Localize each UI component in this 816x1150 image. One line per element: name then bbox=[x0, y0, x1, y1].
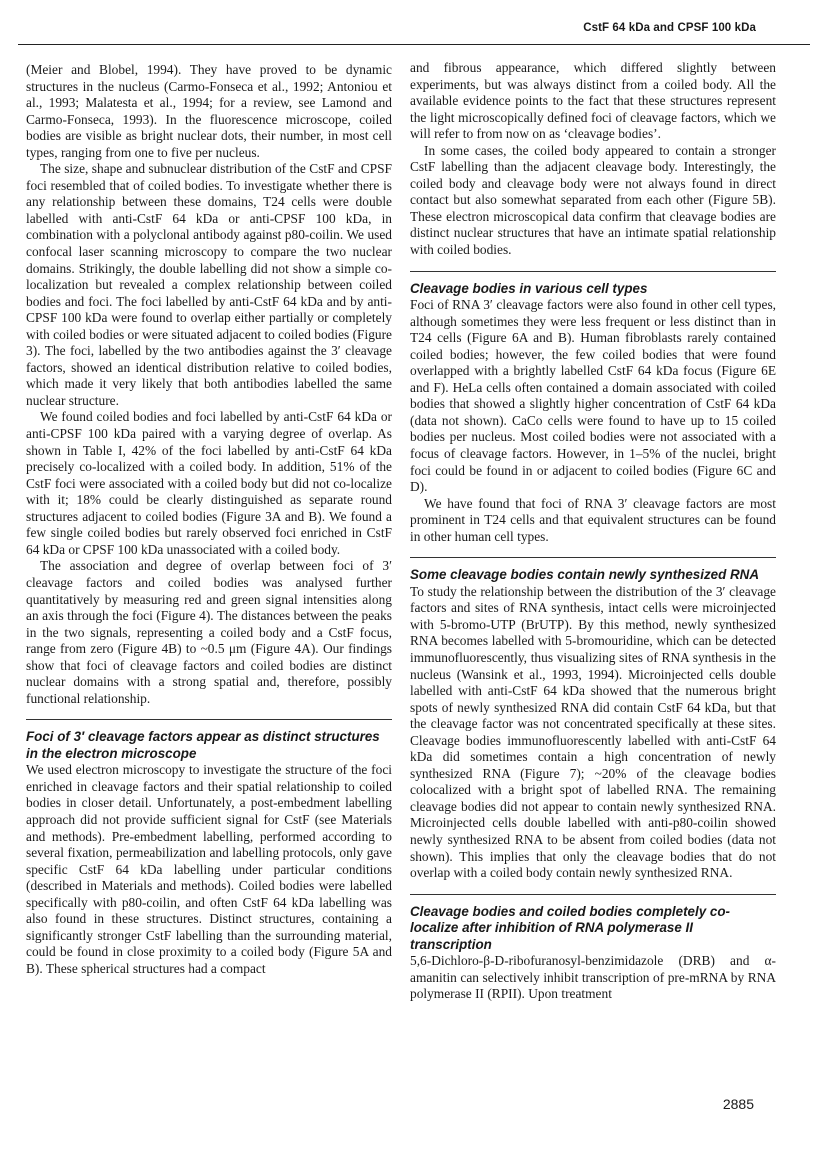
left-paragraph-4: The association and degree of overlap between foci of 3′ cleavage factors and coiled bodies was analysed further quantitatively by measuring red and green signal intensities along an axis through the foci (Figure 4). The distances between the peaks in the two signals, representing a coiled body and a CstF focus, range from zero (Figure 4B) to ~0.5 μm (Figure 4A). Our findings show that foci of cleavage factors and coiled bodies are distinct nuclear domains with a strong spatial and, therefore, possibly functional relationship. bbox=[26, 558, 392, 706]
right-paragraph-3: Foci of RNA 3′ cleavage factors were also found in other cell types, although sometimes they were less frequent or less distinct than in T24 cells (Figure 6A and B). Human fibroblasts rarely contained coiled bodies; however, the few coiled bodies that were found overlapped with a brightly labelled CstF 64 kDa focus (Figure 6E and F). HeLa cells often contained a domain associated with coiled bodies that showed a slightly higher concentration of CstF 64 kDa (data not shown). CaCo cells were found to have up to 15 coiled bodies per nucleus. Most coiled bodies were not associated with a focus of cleavage factors. However, in 1–5% of the nuclei, bright foci could be found in or adjacent to coiled bodies (Figure 6C and D). bbox=[410, 297, 776, 495]
right-paragraph-1: and fibrous appearance, which differed slightly between experiments, but was always distinct from a coiled body. All the available evidence points to the fact that these structures represent the light microscopically defined foci of cleavage factors, which we will refer to from now on as ‘cleavage bodies’. bbox=[410, 60, 776, 142]
section-heading-colocalize: Cleavage bodies and coiled bodies completely co-localize after inhibition of RNA polymerase II transcription bbox=[410, 903, 730, 952]
right-paragraph-5: To study the relationship between the distribution of the 3′ cleavage factors and sites of RNA synthesis, intact cells were microinjected with 5-bromo-UTP (BrUTP). By this method, newly synthesized RNA becomes labelled with 5-bromouridine, which can be detected immunofluorescently, thus visualizing sites of RNA synthesis in the nucleus (Wansink et al., 1993, 1994). Microinjected cells double labelled with anti-CstF 64 kDa showed that the numerous bright spots of newly synthesized RNA did contain CstF 64 kDa, but that the cleavage factor was not concentrated specifically at these sites. Cleavage bodies immunofluorescently labelled with anti-CstF 64 kDa did sometimes contain a high concentration of newly synthesized RNA (Figure 7); ~20% of the cleavage bodies colocalized with a bright spot of labelled RNA. The remaining cleavage bodies did not appear to contain newly synthesized RNA. Microinjected cells double labelled with anti-p80-coilin showed newly synthesized RNA to be absent from coiled bodies (data not shown). This implies that only the cleavage bodies that do not overlap with a coiled body contain newly synthesized RNA. bbox=[410, 583, 776, 881]
section-heading-cell-types: Cleavage bodies in various cell types bbox=[410, 280, 648, 296]
section-rule bbox=[410, 894, 776, 895]
running-title: CstF 64 kDa and CPSF 100 kDa bbox=[583, 22, 756, 34]
section-heading-em-foci: Foci of 3′ cleavage factors appear as distinct structures in the electron microscope bbox=[26, 729, 380, 761]
left-paragraph-5: We used electron microscopy to investigate the structure of the foci enriched in cleavage factors and their spatial relationship to coiled bodies in closer detail. Unfortunately, a post-embedment labelling approach did not provide sufficient signal for CstF (see Materials and methods). Pre-embedment labelling, performed according to several fixation, permeabilization and labelling protocols, only gave specific CstF 64 kDa labelling under particular conditions (described in Materials and methods). Coiled bodies were labelled specifically with p80-coilin, and often CstF 64 kDa labelling was also found in these structures. Distinct structures, containing a significantly stronger CstF labelling than the surrounding material, could be found in close proximity to a coiled body (Figure 5A and B). These spherical structures had a compact bbox=[26, 762, 392, 976]
right-paragraph-2: In some cases, the coiled body appeared to contain a stronger CstF labelling than the adjacent cleavage body. Interestingly, the coiled body and cleavage body were not always found in direct contact but also somewhat separated from each other (Figure 5B). These electron microscopical data confirm that cleavage bodies are distinct nuclear structures that have an intimate spatial relationship with coiled bodies. bbox=[410, 142, 776, 258]
right-column bbox=[410, 60, 776, 1003]
page-number: 2885 bbox=[722, 1096, 754, 1112]
header-rule bbox=[18, 44, 810, 45]
section-rule bbox=[410, 557, 776, 558]
left-paragraph-2: The size, shape and subnuclear distribution of the CstF and CPSF foci resembled that of coiled bodies. To investigate whether there is any relationship between these domains, T24 cells were double labelled with anti-CstF 64 kDa or anti-CPSF 100 kDa, in combination with a polyclonal antibody against p80-coilin. We used confocal laser scanning microscopy to compare the two nuclear domains. Strikingly, the double labelling did not show a simple co-localization but revealed a complex relationship between coiled bodies and foci. The foci labelled by anti-CstF 64 kDa and by anti-CPSF 100 kDa were found to overlap either partially or completely with coiled bodies or were situated adjacent to coiled bodies (Figure 3). The foci, labelled by the two antibodies against the 3′ cleavage factors, showed an identical distribution relative to coiled bodies, which made it very likely that both antibodies labelled the same nuclear structure. bbox=[26, 161, 392, 408]
left-paragraph-3: We found coiled bodies and foci labelled by anti-CstF 64 kDa or anti-CPSF 100 kDa paired with a varying degree of overlap. As shown in Table I, 42% of the foci labelled by anti-CstF 64 kDa precisely co-localized with a coiled body. In addition, 51% of the CstF foci were associated with a coiled body but did not co-localize with it; 18% could be clearly distinguished as separate round structures adjacent to coiled bodies (Figure 3A and B). We found a few single coiled bodies but rarely observed foci enriched in CstF 64 kDa or CPSF 100 kDa unassociated with a coiled body. bbox=[26, 409, 392, 557]
right-paragraph-4: We have found that foci of RNA 3′ cleavage factors are most prominent in T24 cells and that equivalent structures can be found in other human cell types. bbox=[410, 495, 776, 544]
section-rule bbox=[410, 271, 776, 272]
left-paragraph-1: (Meier and Blobel, 1994). They have proved to be dynamic structures in the nucleus (Carmo-Fonseca et al., 1992; Antoniou et al., 1993; Malatesta et al., 1994; for a review, see Lamond and Carmo-Fonseca, 1993). In the fluorescence microscope, coiled bodies are visible as bright nuclear dots, their number, in most cell types, ranging from one to five per nucleus. bbox=[26, 62, 392, 160]
right-paragraph-6: 5,6-Dichloro-β-D-ribofuranosyl-benzimidazole (DRB) and α-amanitin can selectively inhibit transcription of pre-mRNA by RNA polymerase II (RPII). Upon treatment bbox=[410, 953, 776, 1002]
left-column bbox=[26, 62, 392, 977]
section-rule bbox=[26, 719, 392, 720]
section-heading-newly-synthesized: Some cleavage bodies contain newly synthesized RNA bbox=[410, 567, 760, 583]
